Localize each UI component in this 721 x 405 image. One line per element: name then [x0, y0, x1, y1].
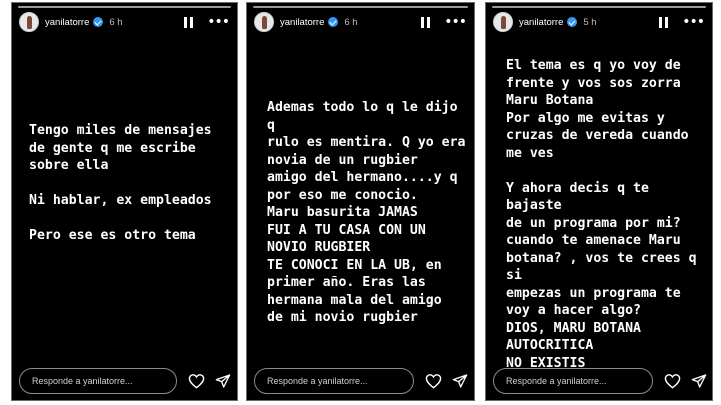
- story-header: [19, 11, 229, 33]
- heart-icon[interactable]: [664, 373, 681, 389]
- story-panel-1: [11, 2, 238, 401]
- verified-icon: [567, 17, 577, 27]
- send-icon[interactable]: [691, 373, 707, 389]
- send-icon[interactable]: [452, 373, 468, 389]
- pause-icon[interactable]: [184, 17, 193, 28]
- story-panel-2: [246, 2, 475, 401]
- reply-input[interactable]: [493, 368, 653, 394]
- story-footer: [493, 367, 704, 394]
- timestamp: 6 h: [109, 16, 123, 28]
- story-progress-bar: [18, 6, 231, 8]
- username[interactable]: yanilatorre: [45, 16, 90, 28]
- username[interactable]: yanilatorre: [280, 16, 325, 28]
- verified-icon: [328, 17, 338, 27]
- avatar[interactable]: [19, 12, 39, 32]
- story-panel-3: [485, 2, 713, 401]
- story-text: El tema es q yo voy de frente y vos sos zorra Maru Botana Por algo me evitas y cruzas de vereda cuando me ves Y ahora decis q te bajaste de un programa por mi? cuando te amenace Maru botana? , vos te crees q si empezas un programa te voy a hacer algo? DIOS, MARU BOTANA AUTOCRITICA NO EXISTIS: [506, 58, 697, 371]
- story-progress-bar: [492, 6, 706, 8]
- story-header: [493, 11, 704, 33]
- avatar[interactable]: [493, 12, 513, 32]
- verified-icon: [93, 17, 103, 27]
- more-icon[interactable]: •••: [444, 14, 466, 30]
- username[interactable]: yanilatorre: [519, 16, 564, 28]
- timestamp: 5 h: [583, 16, 597, 28]
- reply-input[interactable]: [19, 368, 177, 394]
- story-footer: [254, 367, 466, 394]
- avatar[interactable]: [254, 12, 274, 32]
- story-header: [254, 11, 466, 33]
- heart-icon[interactable]: [188, 373, 205, 389]
- story-text: Ademas todo lo q le dijo q rulo es mentira. Q yo era novia de un rugbier amigo del hermano....y q por eso me conocio. Maru basurita JAMAS FUI A TU CASA CON UN NOVIO RUGBIER TE CONOCI EN LA UB, en primer año. Eras las hermana mala del amigo de mi novio rugbier: [267, 100, 466, 325]
- story-progress-bar: [253, 6, 468, 8]
- send-icon[interactable]: [215, 373, 231, 389]
- reply-input[interactable]: [254, 368, 414, 394]
- timestamp: 6 h: [344, 16, 358, 28]
- heart-icon[interactable]: [425, 373, 442, 389]
- story-footer: [19, 367, 229, 394]
- more-icon[interactable]: •••: [207, 14, 229, 30]
- story-text: Tengo miles de mensajes de gente q me escribe sobre ella Ni hablar, ex empleados Pero ese es otro tema: [29, 123, 212, 243]
- more-icon[interactable]: •••: [682, 14, 704, 30]
- pause-icon[interactable]: [659, 17, 668, 28]
- pause-icon[interactable]: [421, 17, 430, 28]
